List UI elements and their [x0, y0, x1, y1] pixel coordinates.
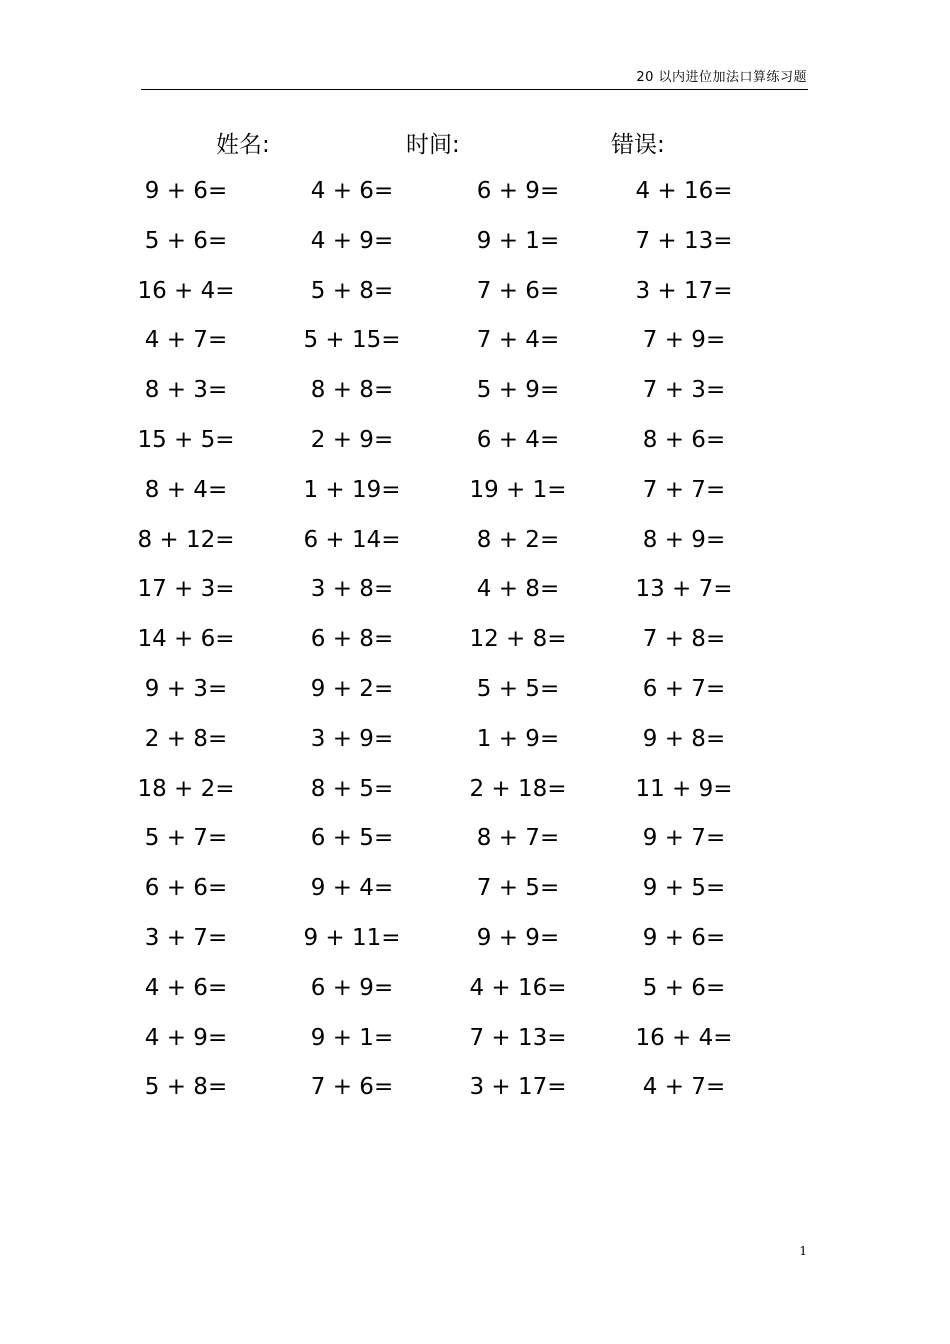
problem-row — [0, 720, 950, 770]
problem-cell: 9 + 5= — [642, 875, 726, 902]
problem-cell: 1 + 19= — [303, 476, 401, 503]
problem-row — [0, 521, 950, 571]
problem-cell: 3 + 17= — [635, 277, 733, 304]
problem-row — [0, 869, 950, 919]
time-label: 时间: — [406, 132, 460, 158]
problem-row — [0, 321, 950, 371]
problem-row — [0, 969, 950, 1019]
student-info-row — [0, 126, 950, 160]
problem-cell: 4 + 8= — [476, 576, 560, 603]
problem-cell: 9 + 9= — [476, 924, 560, 951]
problem-cell: 2 + 8= — [144, 725, 228, 752]
problem-cell: 8 + 2= — [476, 526, 560, 553]
problem-row — [0, 1019, 950, 1069]
problem-row — [0, 819, 950, 869]
problem-row — [0, 570, 950, 620]
problem-cell: 2 + 18= — [469, 775, 567, 802]
problem-cell: 9 + 4= — [310, 875, 394, 902]
problem-cell: 6 + 9= — [476, 178, 560, 204]
problem-cell: 9 + 3= — [144, 675, 228, 702]
problem-cell: 3 + 17= — [469, 1074, 567, 1101]
problem-cell: 7 + 6= — [310, 1074, 394, 1101]
problem-cell: 9 + 6= — [144, 178, 228, 204]
problem-cell: 5 + 8= — [144, 1074, 228, 1101]
problem-row — [0, 421, 950, 471]
problem-cell: 6 + 5= — [310, 825, 394, 852]
problem-cell: 8 + 8= — [310, 377, 394, 404]
problem-cell: 8 + 7= — [476, 825, 560, 852]
problem-cell: 6 + 8= — [310, 626, 394, 653]
problem-cell: 6 + 14= — [303, 526, 401, 553]
problem-cell: 4 + 9= — [310, 227, 394, 254]
problem-row — [0, 1068, 950, 1118]
problem-cell: 5 + 8= — [310, 277, 394, 304]
problem-cell: 9 + 1= — [476, 227, 560, 254]
problem-cell: 8 + 4= — [144, 476, 228, 503]
problem-cell: 5 + 9= — [476, 377, 560, 404]
problem-cell: 11 + 9= — [635, 775, 733, 802]
problem-cell: 4 + 7= — [144, 327, 228, 354]
problem-cell: 5 + 15= — [303, 327, 401, 354]
problem-row — [0, 172, 950, 222]
problem-cell: 9 + 11= — [303, 924, 401, 951]
problem-cell: 8 + 9= — [642, 526, 726, 553]
problem-cell: 6 + 4= — [476, 426, 560, 453]
problem-cell: 7 + 9= — [642, 327, 726, 354]
problem-row — [0, 670, 950, 720]
problem-cell: 17 + 3= — [137, 576, 235, 603]
problem-cell: 19 + 1= — [469, 476, 567, 503]
problem-cell: 8 + 12= — [137, 526, 235, 553]
problem-cell: 5 + 6= — [642, 974, 726, 1001]
problem-cell: 7 + 5= — [476, 875, 560, 902]
problem-cell: 16 + 4= — [635, 1024, 733, 1051]
problem-cell: 7 + 7= — [642, 476, 726, 503]
problem-row — [0, 620, 950, 670]
problem-cell: 9 + 1= — [310, 1024, 394, 1051]
page-number: 1 — [799, 1244, 807, 1258]
problem-grid — [0, 172, 950, 1118]
problem-cell: 3 + 8= — [310, 576, 394, 603]
problem-cell: 13 + 7= — [635, 576, 733, 603]
problem-cell: 4 + 16= — [635, 178, 733, 204]
problem-cell: 3 + 9= — [310, 725, 394, 752]
problem-row — [0, 222, 950, 272]
name-label: 姓名: — [216, 132, 270, 158]
problem-cell: 12 + 8= — [469, 626, 567, 653]
problem-row — [0, 272, 950, 322]
problem-cell: 5 + 7= — [144, 825, 228, 852]
problem-cell: 7 + 8= — [642, 626, 726, 653]
problem-cell: 16 + 4= — [137, 277, 235, 304]
problem-cell: 8 + 3= — [144, 377, 228, 404]
problem-cell: 2 + 9= — [310, 426, 394, 453]
problem-cell: 7 + 3= — [642, 377, 726, 404]
problem-cell: 5 + 5= — [476, 675, 560, 702]
problem-cell: 4 + 6= — [310, 178, 394, 204]
problem-row — [0, 471, 950, 521]
problem-cell: 5 + 6= — [144, 227, 228, 254]
problem-cell: 9 + 2= — [310, 675, 394, 702]
problem-cell: 4 + 6= — [144, 974, 228, 1001]
page-header-title: 20 以内进位加法口算练习题 — [636, 70, 807, 85]
problem-cell: 6 + 9= — [310, 974, 394, 1001]
problem-cell: 8 + 5= — [310, 775, 394, 802]
problem-cell: 14 + 6= — [137, 626, 235, 653]
problem-cell: 4 + 7= — [642, 1074, 726, 1101]
problem-row — [0, 919, 950, 969]
problem-cell: 7 + 13= — [469, 1024, 567, 1051]
problem-cell: 6 + 7= — [642, 675, 726, 702]
problem-cell: 9 + 8= — [642, 725, 726, 752]
errors-label: 错误: — [611, 132, 665, 158]
problem-cell: 7 + 6= — [476, 277, 560, 304]
problem-cell: 8 + 6= — [642, 426, 726, 453]
problem-cell: 9 + 7= — [642, 825, 726, 852]
problem-cell: 7 + 4= — [476, 327, 560, 354]
problem-cell: 18 + 2= — [137, 775, 235, 802]
problem-row — [0, 770, 950, 820]
problem-cell: 4 + 16= — [469, 974, 567, 1001]
problem-cell: 9 + 6= — [642, 924, 726, 951]
problem-row — [0, 371, 950, 421]
problem-cell: 15 + 5= — [137, 426, 235, 453]
problem-cell: 6 + 6= — [144, 875, 228, 902]
problem-cell: 3 + 7= — [144, 924, 228, 951]
header-rule — [141, 89, 808, 90]
problem-cell: 7 + 13= — [635, 227, 733, 254]
problem-cell: 1 + 9= — [476, 725, 560, 752]
problem-cell: 4 + 9= — [144, 1024, 228, 1051]
